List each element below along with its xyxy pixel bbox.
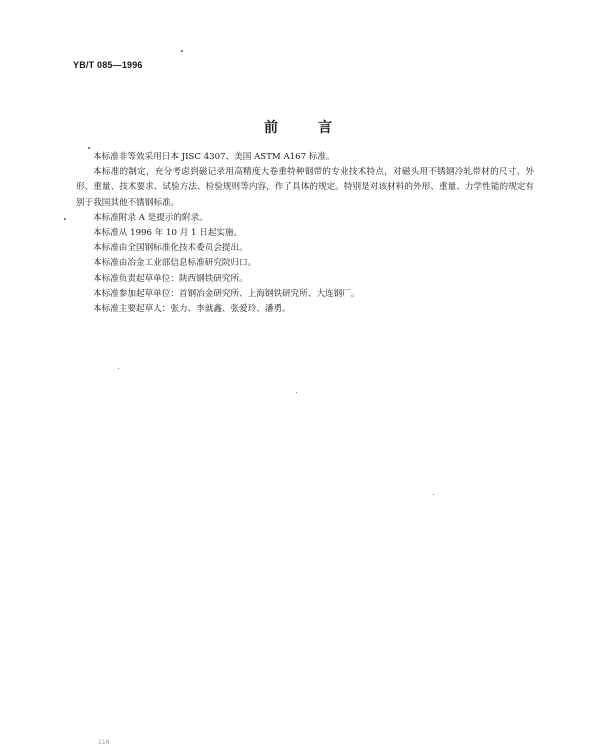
paragraph-appendix: 本标准附录 A 是提示的附录。: [93, 212, 208, 223]
paragraph-scope: 本标准的制定，充分考虑到磁记录用高精度大卷重特种钢带的专业技术特点，对磁头用不锈钢冷轧带材的尺寸、外形、重量、技术要求、试验方法、检验规则等内容，作了具体的规定。特别是对该材料的外形、重量、力学性能的规定有别于我国其他不锈钢标准。: [76, 167, 534, 208]
scan-speck: [64, 218, 66, 220]
paragraph-proposer: 本标准由全国钢标准化技术委员会提出。: [93, 243, 248, 254]
scan-speck: [118, 368, 119, 369]
paragraph-administrator: 本标准由冶金工业部信息标准研究院归口。: [93, 258, 257, 269]
page-title: 前言: [264, 120, 372, 136]
scan-speck: [181, 50, 183, 52]
page-number: 116: [98, 739, 110, 746]
paragraph-drafters: 本标准主要起草人：张力、李就鑫、张爱玲、潘勇。: [93, 304, 291, 315]
paragraph-adoption: 本标准非等效采用日本 JISC 4307、美国 ASTM A167 标准。: [93, 152, 335, 162]
standard-code: YB/T 085—1996: [73, 60, 143, 70]
preface-body: [76, 150, 534, 317]
paragraph-drafting-unit: 本标准负责起草单位：陕西钢铁研究所。: [93, 273, 248, 284]
scan-speck: [296, 392, 297, 393]
paragraph-participating-units: 本标准参加起草单位：首钢冶金研究所、上海钢铁研究所、大连钢厂。: [93, 288, 360, 299]
paragraph-effective-date: 本标准从 1996 年 10 月 1 日起实施。: [93, 228, 243, 239]
scan-speck: [88, 147, 90, 149]
scan-speck: [433, 494, 434, 495]
